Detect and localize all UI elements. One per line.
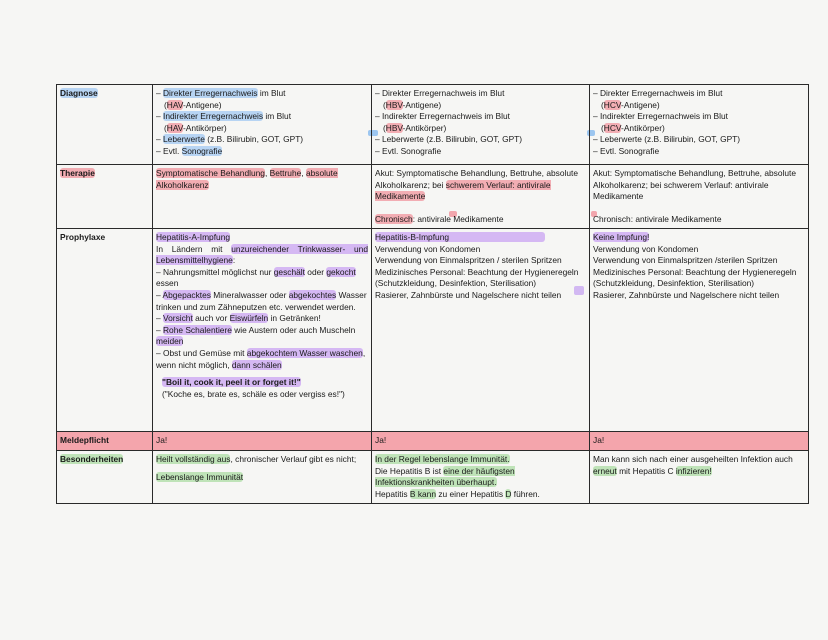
row-header-prophylaxe: Prophylaxe [57, 229, 153, 432]
cell-besonderheiten-hav: Heilt vollständig aus, chronischer Verlauf gibt es nicht; Lebenslange Immunität [153, 451, 372, 504]
cell-meldepflicht-hav: Ja! [153, 432, 372, 451]
cell-prophylaxe-hcv: Keine Impfung! Verwendung von Kondomen Verwendung von Einmalspritzen /sterilen Spritzen Medizinisches Personal: Beachtung der Hygieneregeln (Schutzkleidung, Desinfektion, Sterilisation) Rasierer, Zahnbürste und Nagelschere nicht teilen [590, 229, 809, 432]
cell-meldepflicht-hbv: Ja! [372, 432, 590, 451]
cell-besonderheiten-hbv: In der Regel lebenslange Immunität. Die Hepatitis B ist eine der häufigsten Infektionskrankheiten überhaupt. Hepatitis B kann zu einer Hepatitis D führen. [372, 451, 590, 504]
table-row-besonderheiten [57, 451, 809, 504]
cell-meldepflicht-hcv: Ja! [590, 432, 809, 451]
cell-therapie-hav: Symptomatische Behandlung, Bettruhe, absolute Alkoholkarenz [153, 165, 372, 229]
row-header-meldepflicht: Meldepflicht [57, 432, 153, 451]
cell-diagnose-hcv: – Direkter Erregernachweis im Blut (HCV-Antigene) – Indirekter Erregernachweis im Blut (HCV-Antikörper) – Leberwerte (z.B. Bilirubin, GOT, GPT) – Evtl. Sonografie [590, 85, 809, 165]
cell-therapie-hbv: Akut: Symptomatische Behandlung, Bettruhe, absolute Alkoholkarenz; bei schwerem Verlauf: antivirale Medikamente Chronisch: antivirale Medikamente [372, 165, 590, 229]
table-row-prophylaxe [57, 229, 809, 432]
cell-besonderheiten-hcv: Man kann sich nach einer ausgeheilten Infektion auch erneut mit Hepatitis C infizieren! [590, 451, 809, 504]
hepatitis-comparison-table [56, 84, 809, 504]
table-row-meldepflicht [57, 432, 809, 451]
row-header-therapie: Therapie [57, 165, 153, 229]
row-header-diagnose: Diagnose [57, 85, 153, 165]
row-header-besonderheiten: Besonderheiten [57, 451, 153, 504]
cell-diagnose-hav: – Direkter Erregernachweis im Blut (HAV-Antigene) – Indirekter Erregernachweis im Blut (HAV-Antikörper) – Leberwerte (z.B. Bilirubin, GOT, GPT) – Evtl. Sonografie [153, 85, 372, 165]
cell-prophylaxe-hbv: Hepatitis-B-Impfung Verwendung von Kondomen Verwendung von Einmalspritzen / sterilen Spritzen Medizinisches Personal: Beachtung der Hygieneregeln (Schutzkleidung, Desinfektion, Sterilisation) Rasierer, Zahnbürste und Nagelschere nicht teilen [372, 229, 590, 432]
table-row-diagnose [57, 85, 809, 165]
cell-diagnose-hbv: – Direkter Erregernachweis im Blut (HBV-Antigene) – Indirekter Erregernachweis im Blut (HBV-Antikörper) – Leberwerte (z.B. Bilirubin, GOT, GPT) – Evtl. Sonografie [372, 85, 590, 165]
table-row-therapie [57, 165, 809, 229]
cell-therapie-hcv: Akut: Symptomatische Behandlung, Bettruhe, absolute Alkoholkarenz; bei schwerem Verlauf: antivirale Medikamente Chronisch: antivirale Medikamente [590, 165, 809, 229]
cell-prophylaxe-hav: Hepatitis-A-Impfung In Ländern mit unzureichender Trinkwasser- und Lebensmittelhygiene: – Nahrungsmittel möglichst nur geschält oder gekocht essen – Abgepacktes Mineralwasser oder abgekochtes Wasser trinken und zum Zähneputzen etc. verwendet werden. – Vorsicht auch vor Eiswürfeln in Getränken! – Rohe Schalentiere wie Austern oder auch Muscheln meiden – Obst und Gemüse mit abgekochtem Wasser waschen, wenn nicht möglich, dann schälen "Boil it, cook it, peel it or forget it!" ("Koche es, brate es, schäle es oder vergiss es!") [153, 229, 372, 432]
